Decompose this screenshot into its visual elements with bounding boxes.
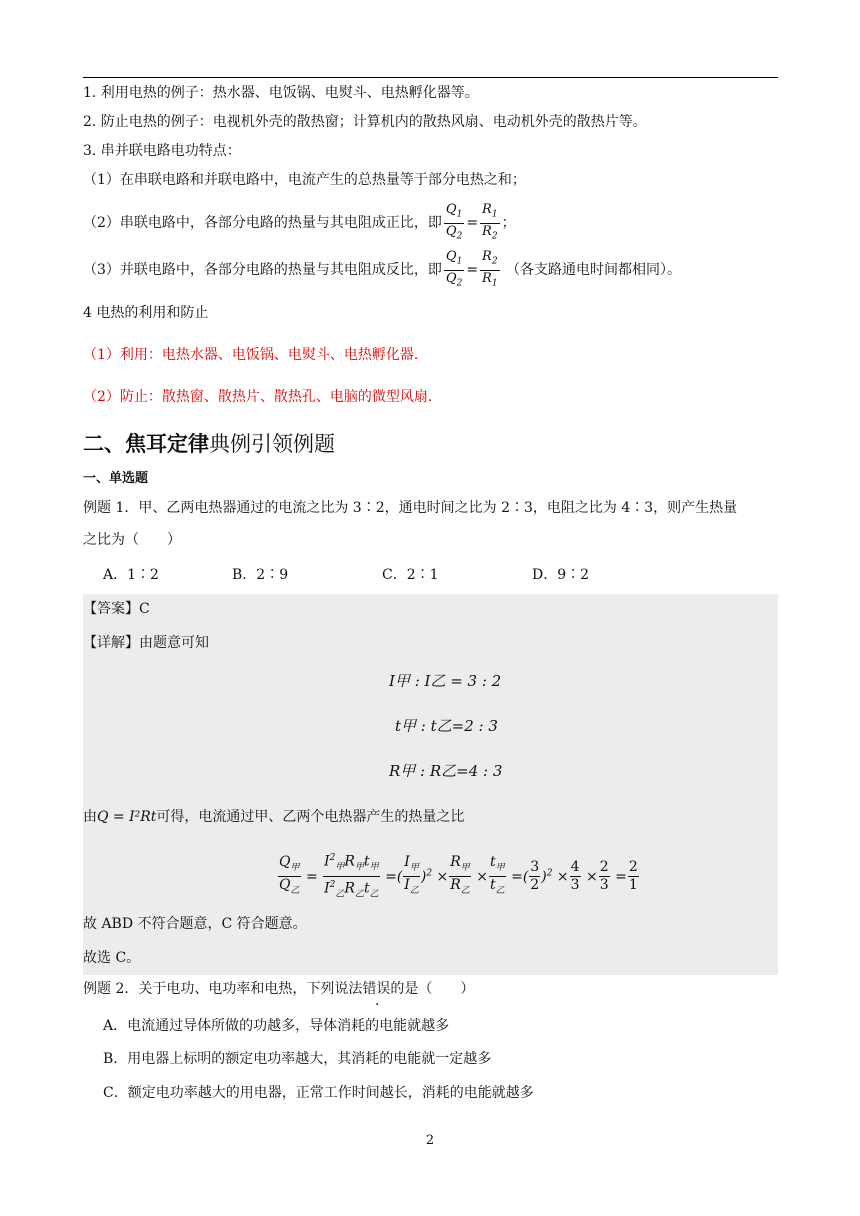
question-1-option-a: A．1∶2 (103, 567, 159, 583)
question-2-stem-post: 的是（ ） (390, 981, 475, 997)
question-2-stem (83, 979, 474, 999)
r1-over-r2-fraction (480, 202, 500, 244)
question-1-option-c: C．2∶1 (382, 567, 439, 583)
q1-over-q2-fraction (444, 249, 464, 291)
prevent-list: （2）防止：散热窗、散热片、散热孔、电脑的微型风扇. (83, 389, 433, 405)
question-2-option-c: C．额定电功率越大的用电器，正常工作时间越长，消耗的电能就越多 (103, 1085, 534, 1101)
detail-line (83, 633, 209, 653)
intro-item-2: 2. 防止电热的例子：电视机外壳的散热窗；计算机内的散热风扇、电动机外壳的散热片等。 (83, 114, 647, 130)
equation-current-ratio: I甲 : I乙 = 3 : 2 (389, 672, 502, 690)
r-symbol: R (482, 249, 492, 264)
heat-ratio-calculation: $\frac{Q_甲}{Q_乙}$ = $\frac{I^2_甲R_甲t_甲}{I^2_乙R_乙t_乙}$ =( $\frac{I_甲}{I_乙}$ )$^2$ × $\frac{R_甲}{R_乙}$ × $\frac{t_甲}{t_乙}$ =( $\frac{3}{2}$ )$^2$ × $\frac{4}{3}$ × $\frac{2}{3}$ = $\frac{2}{1}$ (277, 850, 640, 904)
q-symbol: Q (445, 223, 457, 239)
intro-sub-2 (83, 202, 516, 244)
page-number: 2 (425, 1133, 435, 1148)
intro-sub-1: （1）在串联电路和并联电路中，电流产生的总热量等于部分电热之和； (83, 172, 526, 188)
section-heading (83, 430, 335, 458)
subscript: 2 (456, 278, 463, 289)
conclusion-line-2: 故选 C。 (83, 950, 141, 966)
question-2-option-a: A．电流通过导体所做的功越多，导体消耗的电能就越多 (103, 1018, 450, 1034)
r-symbol: R (482, 270, 492, 286)
question-2-stem-pre: 例题 2．关于电功、电功率和电热，下列说法 (83, 981, 363, 997)
r-symbol: R (482, 202, 492, 217)
section-title-bold: 二、焦耳定律 (83, 431, 209, 456)
intro-sub-2-text: （2）串联电路中，各部分电路的热量与其电阻成正比，即 (83, 215, 442, 232)
subscript: 1 (456, 209, 463, 220)
subscript: 1 (491, 209, 498, 220)
equation-time-ratio: t甲 : t乙=2 : 3 (395, 717, 498, 735)
detail-label: 【详解】 (83, 635, 139, 651)
intro-sub-3 (83, 249, 681, 291)
subscript: 1 (491, 278, 498, 289)
subscript: 2 (456, 231, 463, 242)
conclusion-line-1: 故 ABD 不符合题意，C 符合题意。 (83, 916, 307, 932)
derivation-text: 可得，电流通过甲、乙两个电热器产生的热量之比 (156, 809, 465, 825)
question-1-stem-line-1: 例题 1．甲、乙两电热器通过的电流之比为 3∶2，通电时间之比为 2∶3，电阻之比为 4∶3，则产生热量 (83, 500, 738, 516)
detail-text: 由题意可知 (139, 635, 209, 651)
subscript: 2 (491, 256, 498, 267)
derivation-prefix: 由 (83, 809, 97, 825)
r-symbol: R (482, 223, 492, 239)
subscript: 2 (491, 231, 498, 242)
answer-value: C (139, 601, 150, 617)
question-1-stem-line-2: 之比为（ ） (83, 532, 181, 548)
section-title-rest: 典例引领例题 (209, 432, 335, 456)
joule-formula: Q = I²Rt (97, 809, 157, 825)
equation-resistance-ratio: R甲 : R乙=4 : 3 (389, 762, 503, 780)
answer-line (83, 599, 150, 619)
equals-sign: = (466, 215, 479, 232)
q-symbol: Q (445, 249, 457, 264)
intro-sub-2-tail: ； (501, 215, 516, 232)
intro-item-1: 1. 利用电热的例子：热水器、电饭锅、电熨斗、电热孵化器等。 (83, 85, 479, 101)
section-subtitle: 一、单选题 (83, 471, 149, 486)
use-list: （1）利用：电热水器、电饭锅、电熨斗、电热孵化器. (83, 347, 419, 363)
q1-over-q2-fraction (444, 202, 464, 244)
answer-label: 【答案】 (83, 601, 139, 617)
intro-item-3: 3. 串并联电路电功特点： (83, 143, 241, 159)
q-symbol: Q (445, 270, 457, 286)
subscript: 1 (456, 256, 463, 267)
intro-item-4: 4 电热的利用和防止 (83, 305, 209, 321)
question-2-option-b: B．用电器上标明的额定电功率越大，其消耗的电能就一定越多 (103, 1051, 492, 1067)
intro-sub-3-text: （3）并联电路中，各部分电路的热量与其电阻成反比，即 (83, 262, 442, 279)
question-1-option-d: D．9∶2 (532, 567, 590, 583)
question-2-emphasis: 错误 (362, 981, 391, 997)
equals-sign: = (466, 262, 479, 279)
derivation-line (83, 807, 464, 827)
question-1-option-b: B．2∶9 (232, 567, 289, 583)
intro-sub-3-tail: （各支路通电时间都相同）。 (506, 262, 682, 279)
header-rule (83, 77, 778, 78)
r2-over-r1-fraction (480, 249, 500, 291)
q-symbol: Q (445, 202, 457, 217)
